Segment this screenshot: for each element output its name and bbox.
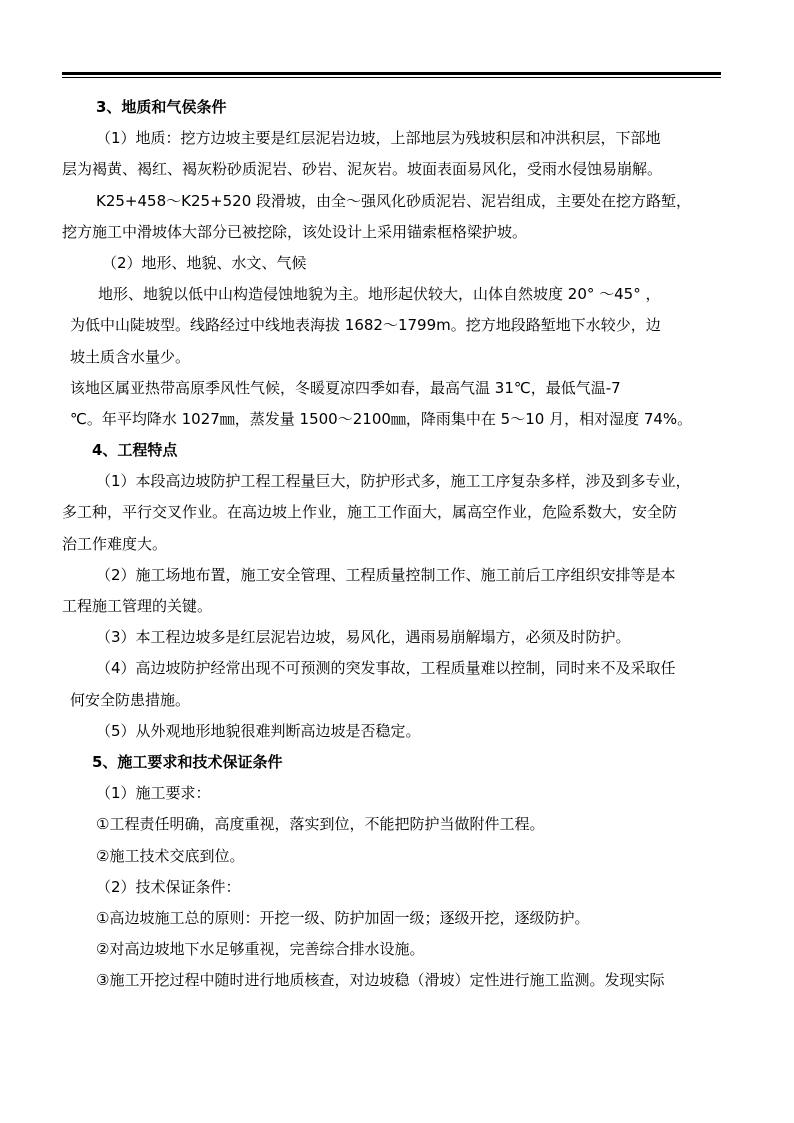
body-text-line: K25+458～K25+520 段滑坡，由全～强风化砂质泥岩、泥岩组成，主要处在挖方路堑， — [96, 191, 692, 210]
body-text-line: （1）地质：挖方边坡主要是红层泥岩边坡，上部地层为残坡积层和冲洪积层，下部地 — [96, 129, 661, 148]
body-text-line: ②施工技术交底到位。 — [96, 846, 245, 865]
document-body — [62, 92, 722, 996]
header-rule-thick — [62, 72, 721, 75]
body-text-line: ①高边坡施工总的原则：开挖一级、防护加固一级；逐级开挖，逐级防护。 — [96, 908, 590, 927]
body-text-line: 工程施工管理的关键。 — [62, 597, 213, 615]
body-text-line: 层为褐黄、褐红、褐灰粉砂质泥岩、砂岩、泥灰岩。坡面表面易风化，受雨水侵蚀易崩解。 — [62, 160, 663, 179]
body-text-line: ℃。年平均降水 1027㎜，蒸发量 1500～2100㎜，降雨集中在 5～10 月，相对湿度 74%。 — [70, 409, 693, 428]
body-text-line: （5）从外观地形地貌很难判断高边坡是否稳定。 — [96, 721, 421, 740]
section-heading: 3、地质和气侯条件 — [96, 98, 227, 116]
body-text-line: 该地区属亚热带高原季风性气候，冬暖夏凉四季如春，最高气温 31℃，最低气温-7 — [70, 378, 621, 397]
header-rule-thin — [62, 77, 721, 78]
body-text-line: （4）高边坡防护经常出现不可预测的突发事故，工程质量难以控制，同时来不及采取任 — [96, 659, 676, 678]
body-text-line: 治工作难度大。 — [62, 534, 168, 553]
body-text-line: （2）施工场地布置，施工安全管理、工程质量控制工作、施工前后工序组织安排等是本 — [96, 565, 676, 584]
body-text-line: ①工程责任明确，高度重视，落实到位，不能把防护当做附件工程。 — [96, 815, 545, 834]
body-text-line: 多工种，平行交叉作业。在高边坡上作业，施工工作面大，属高空作业，危险系数大，安全防 — [62, 503, 678, 522]
body-text-line: 坡土质含水量少。 — [70, 347, 191, 366]
body-text-line: （1）施工要求： — [96, 784, 211, 803]
body-text-line: 何安全防患措施。 — [70, 690, 191, 709]
body-text-line: ②对高边坡地下水足够重视，完善综合排水设施。 — [96, 940, 425, 959]
body-text-line: （2）技术保证条件： — [96, 877, 241, 896]
body-text-line: ③施工开挖过程中随时进行地质核查，对边坡稳（滑坡）定性进行施工监测。发现实际 — [96, 971, 665, 990]
body-text-line: 挖方施工中滑坡体大部分已被挖除，该处设计上采用锚索框格梁护坡。 — [62, 222, 528, 241]
body-text-line: （1）本段高边坡防护工程工程量巨大，防护形式多，施工工序复杂多样，涉及到多专业， — [96, 472, 691, 491]
body-text-line: 为低中山陡坡型。线路经过中线地表海拔 1682～1799m。挖方地段路堑地下水较少，边 — [70, 316, 661, 335]
body-text-line: （3）本工程边坡多是红层泥岩边坡，易风化，遇雨易崩解塌方，必须及时防护。 — [96, 628, 631, 647]
body-text-line: 地形、地貌以低中山构造侵蚀地貌为主。地形起伏较大，山体自然坡度 20° ～45° ， — [98, 285, 661, 304]
section-heading: 5、施工要求和技术保证条件 — [92, 752, 283, 771]
section-heading: 4、工程特点 — [92, 441, 178, 460]
body-text-line: （2）地形、地貌、水文、气候 — [102, 253, 307, 272]
